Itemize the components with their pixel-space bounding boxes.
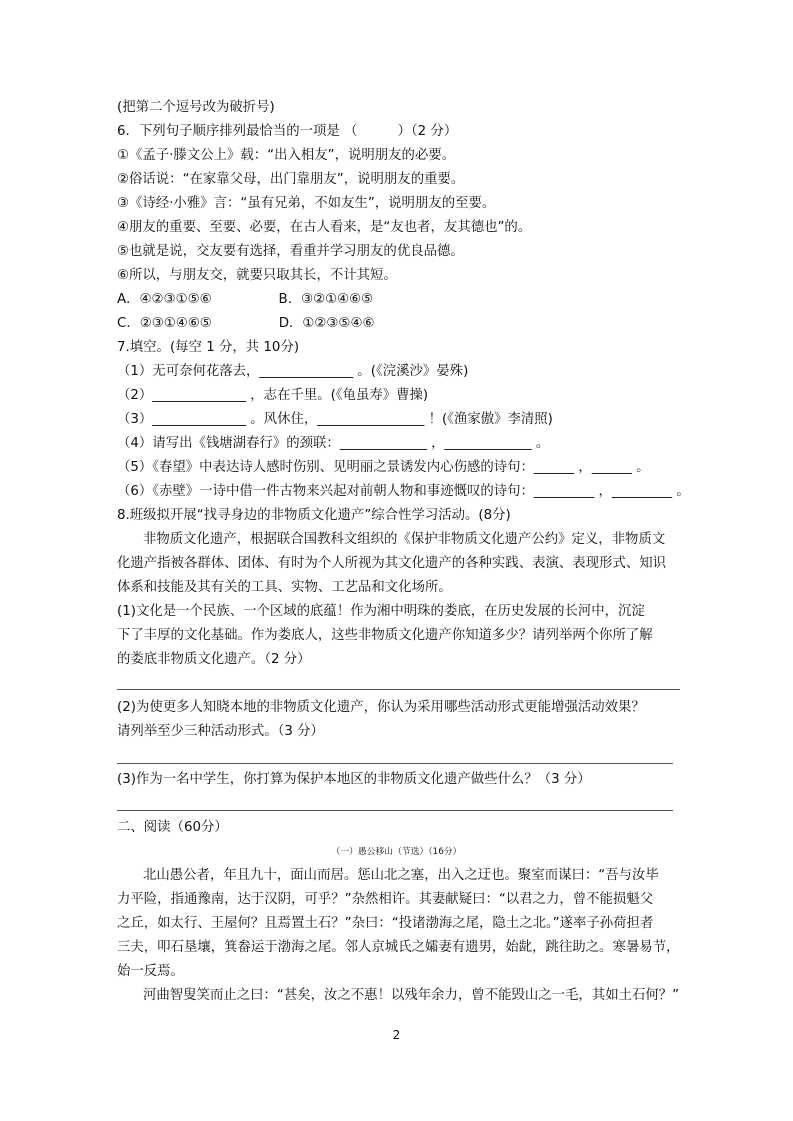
text-line: 的娄底非物质文化遗产。（2 分） <box>117 652 311 667</box>
text-line: ②俗话说：“在家靠父母，出门靠朋友”，说明朋友的重要。 <box>117 172 465 187</box>
fill-blank-line: （2）______________ ，志在千里。(《龟虽寿》曹操) <box>117 388 429 403</box>
question-7-heading: 7.填空。(每空 1 分，共 10分) <box>117 340 300 355</box>
passage-title: （一）愚公移山（节选）（16分） <box>331 847 462 857</box>
passage-line: 之丘，如太行、王屋何？且焉置土石？”杂曰：“投诸渤海之尾，隐土之北。”遂率子孙荷担者 <box>117 916 654 931</box>
fill-blank-line: （3）______________ 。风休住，________________ ！(《渔家傲》李清照) <box>117 412 553 427</box>
question-6-heading: 6．下列句子顺序排列最恰当的一项是 （ ）（2 分） <box>117 124 458 139</box>
passage-line: 始一反焉。 <box>117 964 184 979</box>
passage-line: 三夫，叩石垦壤，箕畚运于渤海之尾。邻人京城氏之孀妻有遗男，始龀，跳往助之。寒暑易节， <box>117 940 680 955</box>
text-line: ⑤也就是说，交友要有选择，看重并学习朋友的优良品德。 <box>117 244 464 259</box>
text-line: ①《孟子·滕文公上》载：“出入相友”，说明朋友的必要。 <box>117 148 456 163</box>
fill-blank-line: （6）《赤壁》一诗中借一件古物来兴起对前朝人物和事迹慨叹的诗句：_________ ，_________ 。 <box>117 484 690 499</box>
text-line: 体系和技能及其有关的工具、实物、工艺品和文化场所。 <box>117 580 452 595</box>
section-heading: 二、阅读（60分） <box>117 820 228 835</box>
text-line: (2)为使更多人知晓本地的非物质文化遗产，你认为采用哪些活动形式更能增强活动效果？ <box>117 700 645 715</box>
option-row: C．②③①④⑥⑤ D．①②③⑤④⑥ <box>117 316 375 331</box>
text-line: ④朋友的重要、至要、必要，在古人看来，是“友也者，友其德也”的。 <box>117 220 532 235</box>
text-line: (把第二个逗号改为破折号) <box>117 100 275 115</box>
fill-blank-line: （4）请写出《钱塘湖春行》的颈联：_____________ ，_____________ 。 <box>117 436 550 451</box>
question-8-heading: 8.班级拟开展“找寻身边的非物质文化遗产”综合性学习活动。(8分) <box>117 508 511 523</box>
text-line: 化遗产指被各群体、团体、有时为个人所视为其文化遗产的各种实践、表演、表现形式、知识 <box>117 556 667 571</box>
text-line: ⑥所以，与朋友交，就要只取其长，不计其短。 <box>117 268 397 283</box>
answer-line <box>117 810 673 811</box>
text-line: 下了丰厚的文化基础。作为娄底人，这些非物质文化遗产你知道多少？请列举两个你所了解 <box>117 628 653 643</box>
page-number: 2 <box>392 1028 401 1042</box>
text-line: 请列举至少三种活动形式。（3 分） <box>117 724 324 739</box>
passage-line: 力平险，指通豫南，达于汉阴，可乎？”杂然相许。其妻献疑曰：“以君之力，曾不能损魁父 <box>117 892 654 907</box>
passage-line: 河曲智叟笑而止之曰：“甚矣，汝之不惠！以残年余力，曾不能毁山之一毛，其如土石何？” <box>143 988 680 1003</box>
fill-blank-line: （1）无可奈何花落去，______________ 。(《浣溪沙》晏殊) <box>117 364 469 379</box>
fill-blank-line: （5）《春望》中表达诗人感时伤别、见明丽之景诱发内心伤感的诗句：______ ，______ 。 <box>117 460 650 475</box>
text-line: 非物质文化遗产，根据联合国教科文组织的《保护非物质文化遗产公约》定义，非物质文 <box>143 532 666 547</box>
text-line: ③《诗经·小雅》言：“虽有兄弟，不如友生”，说明朋友的至要。 <box>117 196 496 211</box>
text-line: (1)文化是一个民族、一个区域的底蕴！作为湘中明珠的娄底，在历史发展的长河中，沉淀 <box>117 604 645 619</box>
text-line: (3)作为一名中学生，你打算为保护本地区的非物质文化遗产做些什么？（3 分） <box>117 772 591 787</box>
answer-line <box>117 689 680 690</box>
answer-line <box>117 763 673 764</box>
passage-line: 北山愚公者，年且九十，面山而居。惩山北之塞，出入之迂也。聚室而谋曰：“吾与汝毕 <box>143 868 659 883</box>
option-row: A．④②③①⑤⑥ B．③②①④⑥⑤ <box>117 292 374 307</box>
